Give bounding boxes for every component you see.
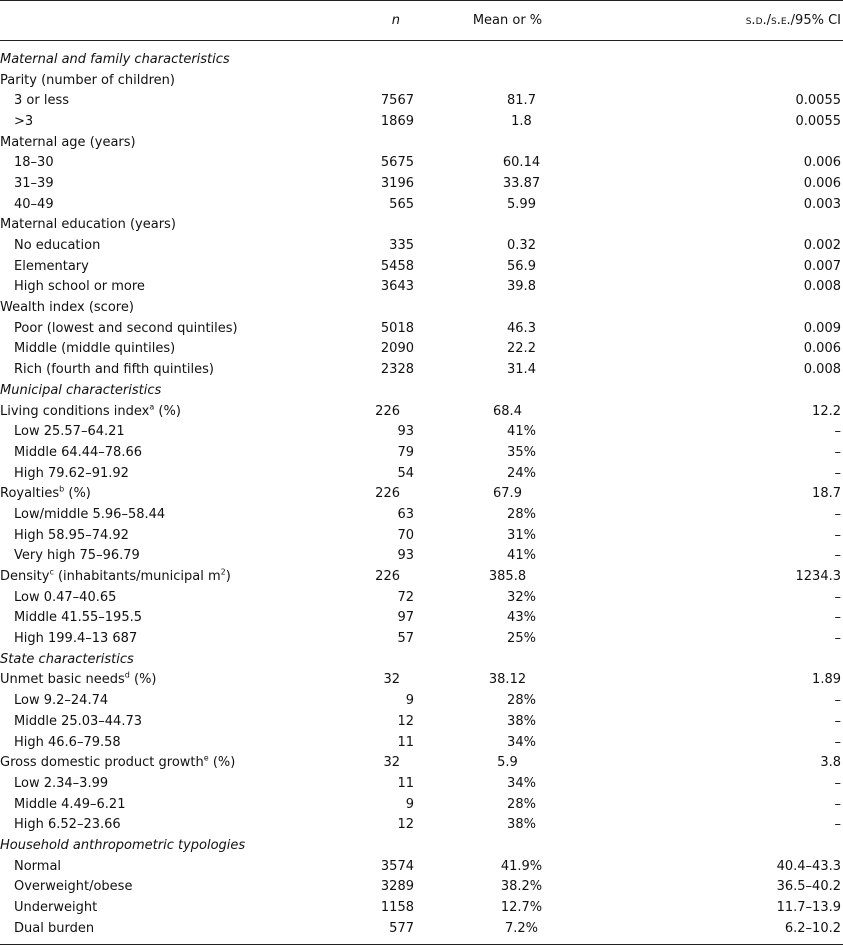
group-row	[0, 752, 843, 773]
table-row	[0, 608, 843, 629]
row-label-unit-end: )	[225, 569, 231, 585]
cell-n: 7567	[380, 93, 414, 109]
cell-mean: 31.4	[507, 362, 536, 378]
table-row	[0, 111, 843, 132]
table-row	[0, 339, 843, 360]
row-label-unit: (%)	[208, 755, 236, 771]
cell-sd: 18.7	[812, 486, 841, 502]
section-heading-row	[0, 649, 843, 670]
row-label-text: High 199.4–13 687	[14, 631, 138, 647]
cell-mean: 34%	[507, 734, 536, 750]
section-heading-row	[0, 49, 843, 70]
table-row	[0, 463, 843, 484]
cell-mean: 28%	[507, 693, 536, 709]
table-row	[0, 442, 843, 463]
cell-sd: 0.009	[803, 320, 841, 336]
row-label	[0, 404, 330, 419]
row-label-text: Underweight	[14, 900, 98, 916]
cell-sd: 0.006	[803, 175, 841, 191]
table-row	[0, 359, 843, 380]
cell-sd: –	[834, 631, 841, 647]
cell-mean: 22.2	[507, 341, 536, 357]
cell-mean: 1.8	[511, 113, 532, 129]
cell-n: 577	[389, 920, 414, 936]
cell-sd: –	[834, 527, 841, 543]
cell-sd: 11.7–13.9	[776, 900, 841, 916]
cell-n: 5018	[380, 320, 414, 336]
row-label-text: Poor (lowest and second quintiles)	[14, 320, 238, 336]
cell-n: 3574	[380, 858, 414, 874]
table-row	[0, 318, 843, 339]
cell-mean: 43%	[507, 610, 536, 626]
cell-mean: 0.32	[507, 238, 536, 254]
cell-n: 335	[389, 238, 414, 254]
cell-n: 3196	[380, 175, 414, 191]
cell-sd: 0.0055	[795, 93, 841, 109]
table-header	[0, 1, 843, 40]
cell-sd: –	[834, 444, 841, 460]
cell-n: 63	[397, 506, 414, 522]
row-label-text: Density	[0, 569, 50, 585]
footnote-marker: c	[49, 567, 54, 577]
row-label-text: High 58.95–74.92	[14, 527, 129, 543]
cell-n: 93	[397, 548, 414, 564]
row-label	[0, 838, 330, 853]
row-label	[0, 900, 344, 915]
row-label	[0, 114, 344, 129]
row-label-text: Gross domestic product growth	[0, 755, 204, 771]
cell-mean: 60.14	[502, 155, 541, 171]
row-label	[0, 300, 330, 315]
row-label	[0, 197, 344, 212]
table-row	[0, 421, 843, 442]
footnote-marker: e	[203, 753, 209, 763]
cell-n: 226	[375, 569, 400, 585]
row-label	[0, 755, 330, 770]
cell-n: 11	[397, 775, 414, 791]
row-label-unit: (%)	[129, 672, 157, 688]
cell-mean: 38%	[507, 713, 536, 729]
group-row	[0, 215, 843, 236]
row-label	[0, 548, 344, 563]
row-label	[0, 135, 330, 150]
row-label-text: Dual burden	[14, 920, 95, 936]
cell-mean: 39.8	[507, 279, 536, 295]
group-row	[0, 483, 843, 504]
cell-mean: 35%	[507, 444, 536, 460]
table-row	[0, 152, 843, 173]
cell-sd: 0.008	[803, 279, 841, 295]
row-label	[0, 362, 344, 377]
row-label	[0, 383, 330, 398]
cell-n: 3643	[380, 279, 414, 295]
cell-mean: 33.87	[502, 175, 541, 191]
table-body	[0, 49, 843, 939]
row-label	[0, 590, 344, 605]
cell-mean: 68.4	[493, 403, 522, 419]
cell-sd: 0.002	[803, 238, 841, 254]
row-label	[0, 259, 344, 274]
row-label-text: High school or more	[14, 279, 145, 295]
cell-mean: 24%	[507, 465, 536, 481]
row-label	[0, 73, 330, 88]
row-label	[0, 859, 344, 874]
row-label-text: Middle 64.44–78.66	[14, 444, 143, 460]
table-row	[0, 877, 843, 898]
cell-mean: 25%	[507, 631, 536, 647]
cell-n: 9	[405, 693, 414, 709]
cell-mean: 12.7%	[500, 900, 543, 916]
table-row	[0, 690, 843, 711]
row-label	[0, 507, 344, 522]
cell-mean: 385.8	[488, 569, 527, 585]
row-label-text: 18–30	[14, 155, 54, 171]
cell-n: 70	[397, 527, 414, 543]
cell-n: 57	[397, 631, 414, 647]
group-row	[0, 70, 843, 91]
row-label	[0, 921, 344, 936]
footnote-marker: a	[149, 402, 155, 412]
cell-sd: –	[834, 713, 841, 729]
row-label-text: 40–49	[14, 196, 54, 212]
cell-sd: 1.89	[812, 672, 841, 688]
row-label	[0, 528, 344, 543]
row-label-text: Parity (number of children)	[0, 72, 175, 88]
row-label	[0, 714, 344, 729]
cell-sd: –	[834, 734, 841, 750]
cell-mean: 41%	[507, 424, 536, 440]
row-label-text: State characteristics	[0, 651, 134, 667]
row-label-text: High 79.62–91.92	[14, 465, 129, 481]
row-label	[0, 238, 344, 253]
row-label	[0, 155, 344, 170]
row-label	[0, 817, 344, 832]
cell-mean: 31%	[507, 527, 536, 543]
row-label	[0, 693, 344, 708]
header-sd: s.d./s.e./95% CI	[745, 13, 841, 28]
cell-sd: –	[834, 465, 841, 481]
row-label-text: Elementary	[14, 258, 89, 274]
row-label-text: Overweight/obese	[14, 879, 133, 895]
cell-n: 11	[397, 734, 414, 750]
table-row	[0, 856, 843, 877]
group-row	[0, 401, 843, 422]
row-label	[0, 321, 344, 336]
cell-n: 226	[375, 403, 400, 419]
table-row	[0, 277, 843, 298]
cell-sd: 0.0055	[795, 113, 841, 129]
cell-mean: 38.2%	[500, 879, 543, 895]
row-label-unit: (%)	[154, 403, 181, 419]
group-row	[0, 670, 843, 691]
row-label-text: Wealth index (score)	[0, 300, 134, 316]
cell-n: 97	[397, 610, 414, 626]
cell-n: 54	[397, 465, 414, 481]
cell-n: 5458	[380, 258, 414, 274]
cell-mean: 41%	[507, 548, 536, 564]
cell-sd: 3.8	[820, 755, 841, 771]
table-row	[0, 918, 843, 939]
cell-n: 12	[397, 817, 414, 833]
cell-n: 2328	[380, 362, 414, 378]
cell-n: 5675	[380, 155, 414, 171]
row-label-text: No education	[14, 238, 101, 254]
header-rule	[0, 40, 843, 41]
footnote-marker: b	[59, 484, 65, 494]
cell-mean: 56.9	[507, 258, 536, 274]
cell-n: 32	[383, 755, 400, 771]
row-label	[0, 445, 344, 460]
table-row	[0, 814, 843, 835]
cell-n: 9	[405, 796, 414, 812]
cell-sd: 12.2	[812, 403, 841, 419]
cell-n: 12	[397, 713, 414, 729]
cell-mean: 41.9%	[500, 858, 543, 874]
cell-n: 79	[397, 444, 414, 460]
row-label	[0, 672, 330, 687]
row-label-text: Very high 75–96.79	[14, 548, 140, 564]
row-label	[0, 652, 330, 667]
row-label-text: Middle 4.49–6.21	[14, 796, 126, 812]
row-label	[0, 466, 344, 481]
cell-n: 1158	[380, 900, 414, 916]
cell-sd: 36.5–40.2	[776, 879, 841, 895]
cell-mean: 7.2%	[504, 920, 539, 936]
cell-sd: –	[834, 693, 841, 709]
row-label	[0, 486, 330, 501]
row-label-text: 31–39	[14, 175, 54, 191]
cell-n: 1869	[380, 113, 414, 129]
row-label	[0, 610, 344, 625]
superscript-exponent: 2	[220, 567, 226, 577]
cell-sd: 0.006	[803, 155, 841, 171]
cell-sd: –	[834, 506, 841, 522]
row-label-text: >3	[14, 113, 34, 129]
row-label	[0, 776, 344, 791]
cell-sd: 0.006	[803, 341, 841, 357]
table-row	[0, 773, 843, 794]
row-label-text: Municipal characteristics	[0, 382, 162, 398]
cell-mean: 34%	[507, 775, 536, 791]
group-row	[0, 566, 843, 587]
cell-mean: 81.7	[507, 93, 536, 109]
section-heading-row	[0, 380, 843, 401]
cell-sd: –	[834, 775, 841, 791]
header-mean: Mean or %	[472, 13, 543, 28]
table-row	[0, 256, 843, 277]
table-row	[0, 235, 843, 256]
row-label	[0, 797, 344, 812]
row-label-text: Maternal age (years)	[0, 134, 136, 150]
row-label-text: Normal	[14, 858, 62, 874]
cell-sd: –	[834, 589, 841, 605]
row-label	[0, 735, 344, 750]
cell-sd: 40.4–43.3	[776, 858, 841, 874]
row-label-text: High 46.6–79.58	[14, 734, 121, 750]
cell-mean: 5.9	[497, 755, 518, 771]
row-label	[0, 879, 344, 894]
cell-sd: 6.2–10.2	[784, 920, 841, 936]
cell-mean: 32%	[507, 589, 536, 605]
cell-n: 32	[383, 672, 400, 688]
row-label-text: Unmet basic needs	[0, 672, 125, 688]
table-row	[0, 525, 843, 546]
row-label-text: Middle 41.55–195.5	[14, 610, 143, 626]
cell-mean: 38.12	[488, 672, 527, 688]
section-heading-row	[0, 835, 843, 856]
cell-sd: –	[834, 424, 841, 440]
cell-sd: –	[834, 817, 841, 833]
cell-mean: 5.99	[507, 196, 536, 212]
row-label-text: Middle 25.03–44.73	[14, 713, 143, 729]
footnote-marker: d	[124, 671, 130, 681]
row-label	[0, 93, 344, 108]
row-label-text: Low/middle 5.96–58.44	[14, 506, 166, 522]
header-n: n	[391, 13, 400, 28]
table-row	[0, 587, 843, 608]
table-row	[0, 732, 843, 753]
row-label	[0, 279, 344, 294]
group-row	[0, 132, 843, 153]
table-row	[0, 794, 843, 815]
table-row	[0, 194, 843, 215]
row-label	[0, 424, 344, 439]
row-label-text: Low 9.2–24.74	[14, 693, 109, 709]
row-label-text: Rich (fourth and fifth quintiles)	[14, 362, 214, 378]
row-label-unit: (%)	[64, 486, 91, 502]
cell-mean: 67.9	[493, 486, 522, 502]
row-label	[0, 176, 344, 191]
table-row	[0, 628, 843, 649]
row-label-text: Low 0.47–40.65	[14, 589, 117, 605]
row-label	[0, 341, 344, 356]
table-row	[0, 504, 843, 525]
row-label	[0, 52, 330, 67]
cell-sd: 0.007	[803, 258, 841, 274]
cell-mean: 28%	[507, 506, 536, 522]
row-label-text: Maternal and family characteristics	[0, 51, 230, 67]
cell-n: 93	[397, 424, 414, 440]
row-label	[0, 569, 330, 584]
cell-mean: 28%	[507, 796, 536, 812]
row-label-text: Living conditions index	[0, 403, 150, 419]
row-label-text: Low 25.57–64.21	[14, 424, 125, 440]
cell-mean: 38%	[507, 817, 536, 833]
cell-n: 226	[375, 486, 400, 502]
table-row	[0, 546, 843, 567]
row-label-text: Low 2.34–3.99	[14, 775, 109, 791]
cell-sd: –	[834, 610, 841, 626]
cell-sd: 0.003	[803, 196, 841, 212]
cell-sd: –	[834, 548, 841, 564]
row-label-text: Maternal education (years)	[0, 217, 176, 233]
table-row	[0, 711, 843, 732]
table-row	[0, 90, 843, 111]
cell-sd: –	[834, 796, 841, 812]
row-label-text: High 6.52–23.66	[14, 817, 121, 833]
cell-sd: 1234.3	[795, 569, 841, 585]
cell-n: 2090	[380, 341, 414, 357]
row-label	[0, 217, 330, 232]
row-label	[0, 631, 344, 646]
table-row	[0, 897, 843, 918]
cell-n: 3289	[380, 879, 414, 895]
row-label-text: 3 or less	[14, 93, 69, 109]
cell-mean: 46.3	[507, 320, 536, 336]
row-label-text: Royalties	[0, 486, 60, 502]
cell-sd: 0.008	[803, 362, 841, 378]
row-label-text: Household anthropometric typologies	[0, 837, 246, 853]
cell-n: 565	[389, 196, 414, 212]
row-label-text: Middle (middle quintiles)	[14, 341, 176, 357]
group-row	[0, 297, 843, 318]
cell-n: 72	[397, 589, 414, 605]
bottom-rule	[0, 944, 843, 945]
row-label-unit: (inhabitants/municipal m	[53, 569, 221, 585]
table-row	[0, 173, 843, 194]
